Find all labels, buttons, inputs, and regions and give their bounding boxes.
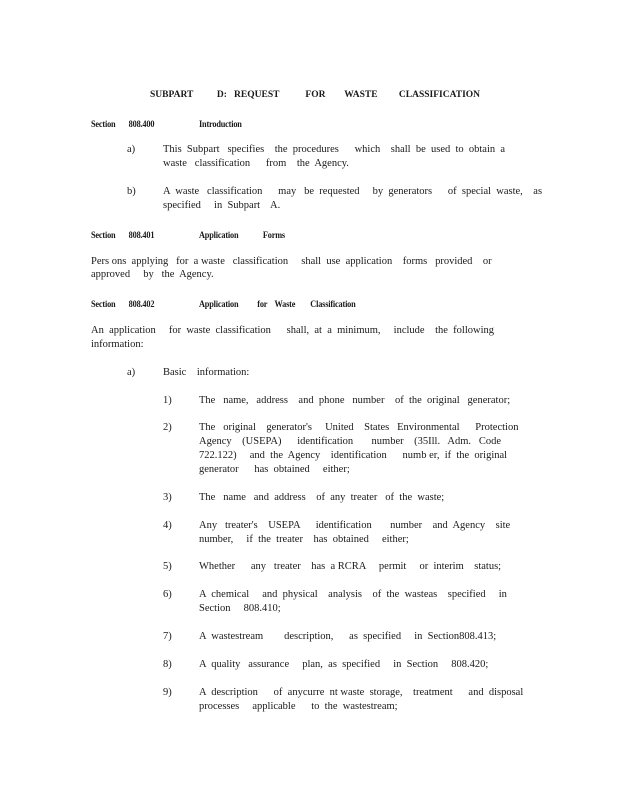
paragraph-line: information:	[91, 339, 144, 350]
subpart-title: SUBPART D: REQUEST FOR WASTE CLASSIFICATION	[150, 90, 481, 100]
item-marker: a)	[127, 144, 136, 155]
list-item-line: 722.122) and the Agency identification numb er, if the original	[199, 450, 508, 461]
item-marker: b)	[127, 186, 136, 197]
section-title: Application for Waste Classification	[199, 299, 356, 309]
list-item-line: A chemical and physical analysis of the wasteas specified in	[199, 589, 507, 600]
item-number: 5)	[163, 561, 172, 572]
list-item-line: A description of anycurre nt waste storage, treatment and disposal	[199, 687, 524, 698]
item-number: 7)	[163, 631, 172, 642]
item-number: 9)	[163, 687, 172, 698]
item-number: 2)	[163, 422, 172, 433]
list-item-line: A wastestream description, as specified in Section808.413;	[199, 631, 497, 642]
list-item-line: The name, address and phone number of the original generator;	[199, 395, 511, 406]
list-item-line: Agency (USEPA) identification number (35Ill. Adm. Code	[199, 436, 502, 447]
paragraph-line: A waste classification may be requested by generators of special waste, as	[163, 186, 543, 197]
list-item-line: generator has obtained either;	[199, 464, 350, 475]
list-item-line: Any treater's USEPA identification number and Agency site	[199, 520, 511, 531]
section-number: Section 808.400	[91, 119, 155, 129]
paragraph-line: Pers ons applying for a waste classification shall use application forms provided or	[91, 256, 492, 267]
list-item-line: processes applicable to the wastestream;	[199, 701, 398, 712]
list-label: Basic information:	[163, 367, 250, 378]
section-number: Section 808.401	[91, 230, 155, 240]
list-item-line: The name and address of any treater of the waste;	[199, 492, 445, 503]
section-number: Section 808.402	[91, 299, 155, 309]
item-marker: a)	[127, 367, 136, 378]
list-item-line: The original generator's United States Environmental Protection	[199, 422, 519, 433]
list-item-line: A quality assurance plan, as specified in Section 808.420;	[199, 659, 489, 670]
item-number: 6)	[163, 589, 172, 600]
list-item-line: Whether any treater has a RCRA permit or interim status;	[199, 561, 502, 572]
item-number: 3)	[163, 492, 172, 503]
section-title: Introduction	[199, 119, 242, 129]
paragraph-line: specified in Subpart A.	[163, 200, 281, 211]
paragraph-line: This Subpart specifies the procedures which shall be used to obtain a	[163, 144, 506, 155]
paragraph-line: waste classification from the Agency.	[163, 158, 349, 169]
item-number: 1)	[163, 395, 172, 406]
item-number: 8)	[163, 659, 172, 670]
paragraph-line: approved by the Agency.	[91, 269, 214, 280]
paragraph-line: An application for waste classification shall, at a minimum, include the following	[91, 325, 494, 336]
section-title: Application Forms	[199, 230, 285, 240]
list-item-line: Section 808.410;	[199, 603, 281, 614]
list-item-line: number, if the treater has obtained either;	[199, 534, 409, 545]
item-number: 4)	[163, 520, 172, 531]
